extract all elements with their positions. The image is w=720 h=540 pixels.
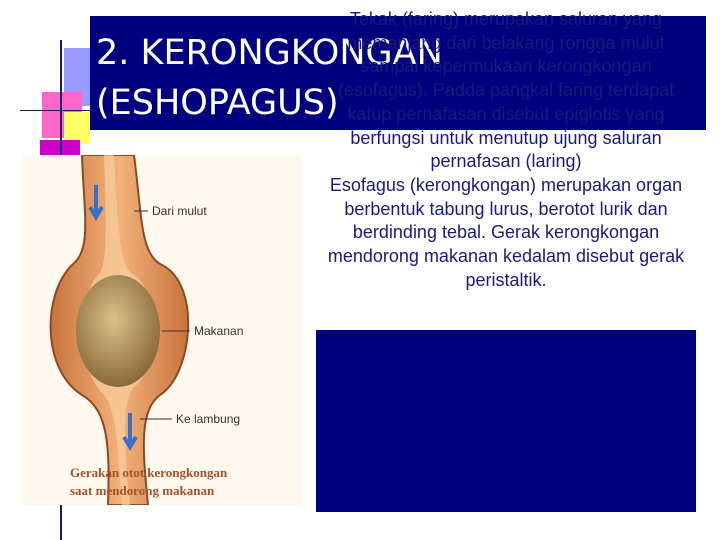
caption-line-2: saat mendorong makanan	[70, 483, 215, 498]
esophagus-illustration	[22, 155, 302, 505]
title-line-1: 2. KERONGKONGAN	[96, 33, 443, 73]
esophagus-diagram	[22, 155, 302, 505]
label-ke-lambung: Ke lambung	[176, 412, 241, 426]
description-box	[316, 330, 696, 512]
label-dari-mulut: Dari mulut	[152, 204, 207, 218]
label-makanan: Makanan	[194, 324, 244, 338]
title-line-2: (ESHOPAGUS)	[96, 83, 339, 123]
description-paragraph-1: Tekak (faring) merupakan saluran yang memanjang dari belakang rongga mulut sampai kepermukaan kerongkongan (esofagus). Padda pangkal faring terdapat katup pernafasan disebut epiglotis yang berfungsi untuk menutup ujung saluran pernafasan (laring)	[337, 9, 675, 172]
description-text	[318, 8, 694, 292]
food-bolus	[76, 275, 160, 387]
caption-line-1: Gerakan otot kerongkongan	[70, 465, 228, 480]
description-paragraph-2: Esofagus (kerongkongan) merupakan organ berbentuk tabung lurus, berotot lurik dan berdinding tebal. Gerak kerongkongan mendorong makanan kedalam disebut gerak peristaltik.	[327, 174, 685, 290]
